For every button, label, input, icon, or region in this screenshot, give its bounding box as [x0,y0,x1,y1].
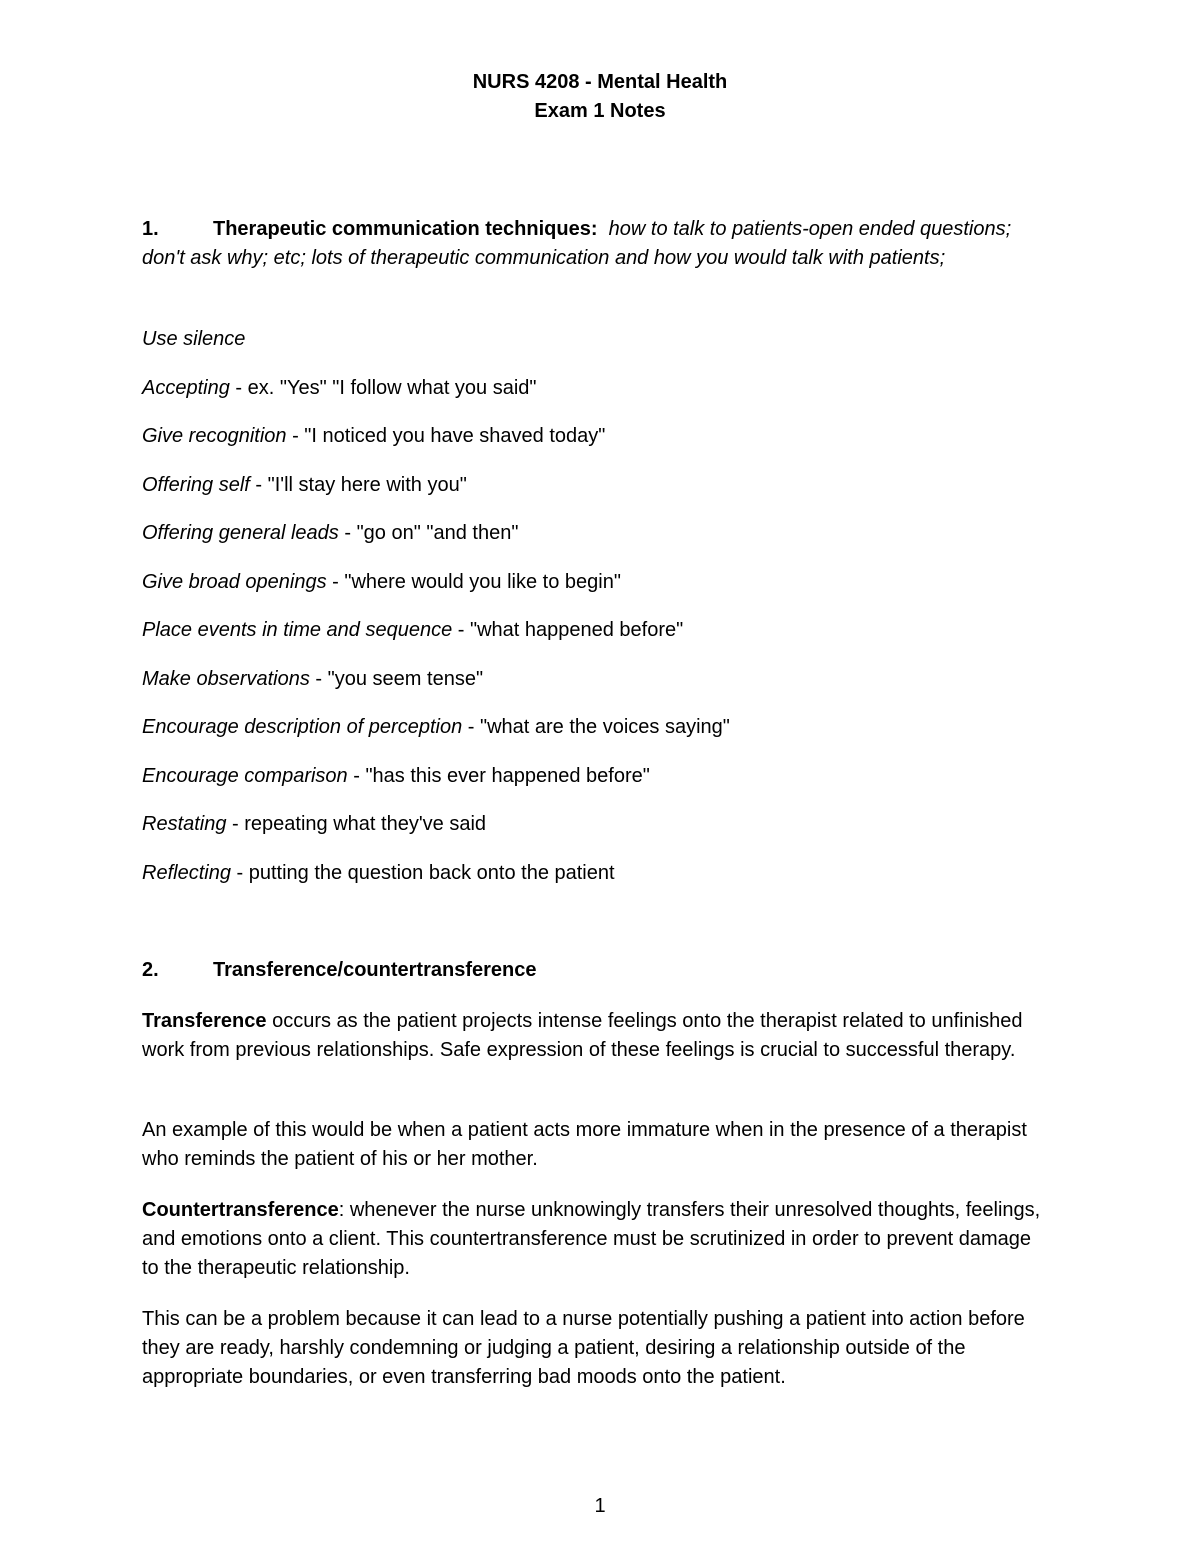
section-1-heading: Therapeutic communication techniques: [213,218,598,240]
technique-item: Encourage comparison - "has this ever happened before" [142,764,650,787]
countertransference-paragraph [142,1196,1042,1283]
section-2-heading-row [142,956,1042,985]
technique-item: Place events in time and sequence - "what happened before" [142,619,684,641]
transference-paragraph [142,1007,1042,1065]
technique-item: Reflecting - putting the question back onto the patient [142,861,615,884]
transference-term: Transference [142,1010,267,1032]
technique-item: Give broad openings - "where would you like to begin" [142,570,621,593]
technique-item: Restating - repeating what they've said [142,813,487,835]
section-1-intro [142,215,1042,273]
example-paragraph [142,1116,1042,1174]
transference-text: occurs as the patient projects intense feelings onto the therapist related to unfinished work from previous relationships. Safe expression of these feelings is crucial to successful therapy. [142,1010,1023,1061]
document-title: NURS 4208 - Mental Health [472,71,728,93]
example-text: An example of this would be when a patient acts more immature when in the presence of a therapist who reminds the patient of his or her mother. [142,1119,1027,1170]
problem-paragraph [142,1305,1042,1392]
section-1-description: how to talk to patients-open ended questions; don't ask why; etc; lots of therapeutic communication and how you would talk with patients; [142,218,1012,269]
section-2-heading: Transference/countertransference [213,959,537,981]
page-number: 1 [594,1495,606,1517]
technique-item: Accepting - ex. "Yes" "I follow what you said" [142,376,537,399]
technique-item: Encourage description of perception - "what are the voices saying" [142,716,730,738]
technique-item: Use silence [142,328,246,350]
technique-item: Make observations - "you seem tense" [142,667,484,690]
problem-text: This can be a problem because it can lead to a nurse potentially pushing a patient into action before they are ready, harshly condemning or judging a patient, desiring a relationship outside of the appropriate boundaries, or even transferring bad moods onto the patient. [142,1308,1025,1388]
document-subtitle: Exam 1 Notes [534,100,666,122]
countertransference-text: : whenever the nurse unknowingly transfers their unresolved thoughts, feelings, and emotions onto a client. This countertransference must be scrutinized in order to prevent damage to the therapeutic relationship. [142,1199,1041,1279]
technique-item: Offering self - "I'll stay here with you" [142,473,467,496]
section-1-number: 1. [142,218,159,240]
technique-item: Give recognition - "I noticed you have shaved today" [142,425,606,447]
countertransference-term: Countertransference [142,1199,339,1221]
technique-item: Offering general leads - "go on" "and then" [142,522,519,544]
techniques-list [142,325,1042,907]
section-2-number: 2. [142,959,159,981]
